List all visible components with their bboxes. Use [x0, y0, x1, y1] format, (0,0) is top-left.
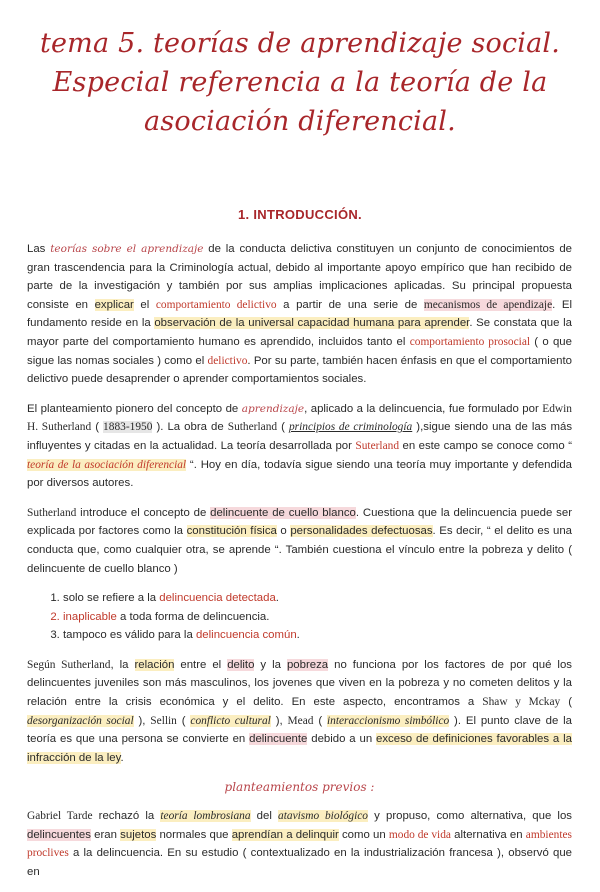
highlight-term: personalidades defectuosas: [290, 525, 433, 538]
author-name: Mead: [287, 714, 314, 727]
highlight-term: conflicto cultural: [190, 714, 271, 727]
section-heading: 1. INTRODUCCIÓN.: [238, 207, 362, 222]
highlight-term: teoría lombrosiana: [160, 810, 251, 823]
highlight-term: ambientes proclives: [27, 828, 572, 860]
criticism-list: [27, 589, 572, 645]
list-item: 1. solo se refiere a la delincuencia detectada.: [63, 589, 572, 608]
author-name: Sutherland: [227, 421, 278, 434]
subheading: planteamientos previos :: [224, 780, 375, 795]
paragraph-1: Las teorías sobre el aprendizaje de la conducta delictiva constituyen un conjunto de conocimientos de gran trascendencia para la Criminología actual, debido al importante apoyo empírico que han recibido de parte de la investigación y también por sus amplias implicaciones aplicadas. Su principal propuesta consiste en explicar el comportamiento delictivo a partir de una serie de mecanismos de apendizaje. El fundamento reside en la observación de la universal capacidad humana para aprender. Se constata que la mayor parte del comportamiento humano es aprendido, incluidos tanto el comportamiento prosocial ( o que sigue las nomas sociales ) como el delictivo. Por su parte, también hacen énfasis en que el comportamiento delictivo puede desaprender o aprender comportamientos sociales.: [27, 243, 573, 386]
highlight-term: delito: [227, 658, 255, 671]
highlight-term: aprendizaje: [241, 402, 305, 415]
list-item: 3. tampoco es válido para la delincuencia común.: [63, 626, 572, 645]
highlight-term: relación: [134, 658, 175, 671]
author-name: Shaw y Mckay: [482, 696, 561, 709]
author-name: Gabriel Tarde: [27, 810, 93, 823]
author-name: Sutherland: [27, 506, 77, 519]
book-title: principios de criminología: [288, 421, 413, 434]
highlight-term: teorías sobre el aprendizaje: [50, 243, 204, 255]
highlight-term: teoría de la asociación diferencial: [27, 458, 187, 471]
document-body: [27, 240, 572, 892]
highlight-term: delictivo: [207, 354, 248, 367]
highlight-term: observación de la universal capacidad humana para aprender: [154, 317, 470, 330]
highlight-term: aprendían a delinquir: [231, 828, 339, 841]
highlight-term: exceso de definiciones favorables a la infracción de la ley: [27, 733, 572, 764]
highlight-term: desorganización social: [27, 714, 134, 727]
highlight-term: delincuentes: [27, 828, 91, 841]
highlight-term: sujetos: [120, 828, 157, 841]
page-title: [20, 24, 580, 141]
highlight-term: constitución física: [186, 525, 277, 538]
highlight-term: delincuente de cuello blanco: [210, 506, 356, 519]
highlight-term: atavismo biológico: [278, 810, 369, 823]
paragraph-5: Gabriel Tarde rechazó la teoría lombrosiana del atavismo biológico y propuso, como alternativa, que los delincuentes eran sujetos normales que aprendían a delinquir como un modo de vida alternativa en ambientes proclives a la delincuencia. En su estudio ( contextualizado en la industrialización francesa ), observó que en: [27, 810, 572, 878]
title-line-2: Especial referencia a la teoría de la: [52, 67, 548, 98]
author-name: Edwin H. Sutherland: [27, 402, 572, 434]
author-name: Suterland: [355, 439, 400, 452]
highlight-term: comportamiento delictivo: [155, 298, 277, 311]
highlight-term: pobreza: [286, 658, 329, 671]
highlight-term: interaccionismo simbólico: [326, 714, 450, 727]
paragraph-4: Según Sutherland, la relación entre el delito y la pobreza no funciona por los factores de por qué los delincuentes juveniles son más masculinos, los jovenes que viven en la pobreza y no cometen delitos y la relación entre la crisis económica y el delito. En este aspecto, encontramos a Shaw y Mckay ( desorganización social ), Sellin ( conflicto cultural ), Mead ( interaccionismo simbólico ). El punto clave de la teoría es que una persona se convierte en delincuente debido a un exceso de definiciones favorables a la infracción de la ley.: [27, 658, 573, 764]
highlight-term: 1883-1950: [103, 421, 153, 434]
highlight-term: comportamiento prosocial: [409, 335, 531, 348]
title-line-1: tema 5. teorías de aprendizaje social.: [39, 28, 561, 59]
title-line-3: asociación diferencial.: [144, 106, 456, 137]
list-item: 2. inaplicable a toda forma de delincuencia.: [63, 608, 572, 627]
paragraph-3: Sutherland introduce el concepto de delincuente de cuello blanco. Cuestiona que la delincuencia puede ser explicada por factores como la constitución física o personalidades defectuosas. Es decir, “ el delito es una conducta que, como cualquier otra, se aprende “. También cuestiona el vínculo entre la pobreza y delito ( delincuente de cuello blanco ): [27, 506, 572, 575]
highlight-term: modo de vida: [388, 828, 451, 841]
highlight-term: delincuente: [249, 733, 308, 746]
highlight-term: mecanismos de apendizaje: [423, 298, 553, 311]
paragraph-2: El planteamiento pionero del concepto de aprendizaje, aplicado a la delincuencia, fue formulado por Edwin H. Sutherland ( 1883-1950 ). La obra de Sutherland ( principios de criminología ),sigue siendo una de las más influyentes y citadas en la actualidad. La teoría desarrollada por Suterland en este campo se conoce como “ teoría de la asociación diferencial “. Hoy en día, todavía sigue siendo una teoría muy importante y defendida por diversos autores.: [27, 402, 573, 490]
author-name: Sellin: [150, 714, 177, 727]
author-name: Según Sutherland: [27, 658, 111, 671]
highlight-term: explicar: [94, 298, 134, 311]
